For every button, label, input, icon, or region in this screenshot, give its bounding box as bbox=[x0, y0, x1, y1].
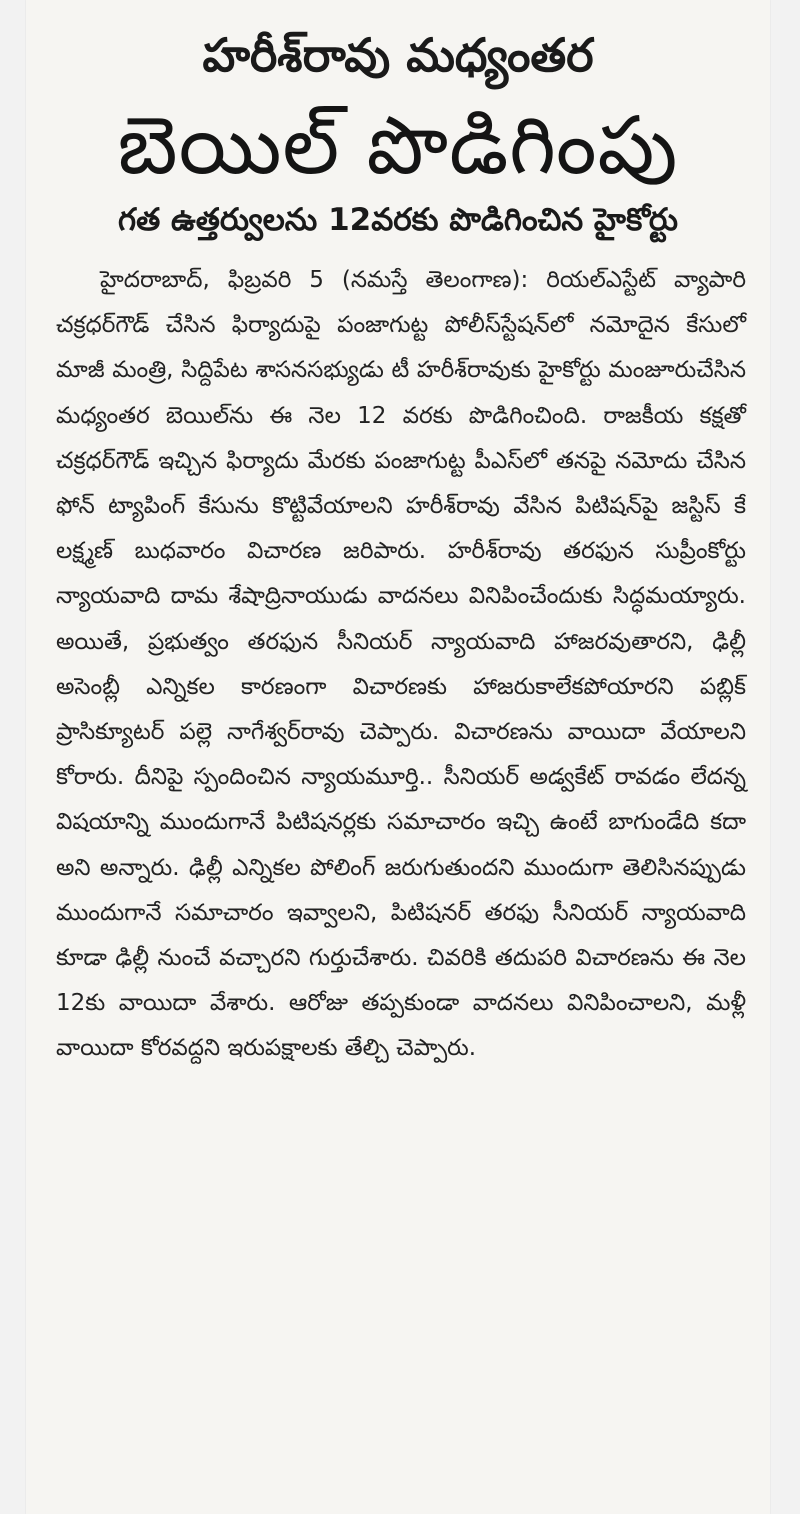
article-body: హైదరాబాద్, ఫిబ్రవరి 5 (నమస్తే తెలంగాణ): రియల్‌ఎస్టేట్ వ్యాపారి చక్రధర్‌గౌడ్ చేసిన ఫిర్యాదుపై పంజాగుట్ట పోలీస్‌స్టేషన్‌లో నమోదైన కేసులో మాజీ మంత్రి, సిద్దిపేట శాసనసభ్యుడు టీ హరీశ్‌రావుకు హైకోర్టు మంజూరుచేసిన మధ్యంతర బెయిల్‌ను ఈ నెల 12 వరకు పొడిగించింది. రాజకీయ కక్షతో చక్రధర్‌గౌడ్ ఇచ్చిన ఫిర్యాదు మేరకు పంజాగుట్ట పీఎస్‌లో తనపై నమోదు చేసిన ఫోన్ ట్యాపింగ్ కేసును కొట్టివేయాలని హరీశ్‌రావు వేసిన పిటిషన్‌పై జస్టిస్ కే లక్ష్మణ్ బుధవారం విచారణ జరిపారు. హరీశ్‌రావు తరఫున సుప్రీంకోర్టు న్యాయవాది దామ శేషాద్రినాయుడు వాదనలు వినిపించేందుకు సిద్ధమయ్యారు. అయితే, ప్రభుత్వం తరఫున సీనియర్ న్యాయవాది హాజరవుతారని, ఢిల్లీ అసెంబ్లీ ఎన్నికల కారణంగా విచారణకు హాజరుకాలేకపోయారని పబ్లిక్ ప్రాసిక్యూటర్ పల్లె నాగేశ్వర్‌రావు చెప్పారు. విచారణను వాయిదా వేయాలని కోరారు. దీనిపై స్పందించిన న్యాయమూర్తి.. సీనియర్ అడ్వకేట్ రావడం లేదన్న విషయాన్ని ముందుగానే పిటిషనర్లకు సమాచారం ఇచ్చి ఉంటే బాగుండేది కదా అని అన్నారు. ఢిల్లీ ఎన్నికల పోలింగ్ జరుగుతుందని ముందుగా తెలిసినప్పుడు ముందుగానే సమాచారం ఇవ్వాలని, పిటిషనర్ తరఫు సీనియర్ న్యాయవాది కూడా ఢిల్లీ నుంచే వచ్చారని గుర్తుచేశారు. చివరికి తదుపరి విచారణను ఈ నెల 12కు వాయిదా వేశారు. ఆరోజు తప్పకుండా వాదనలు వినిపించాలని, మళ్లీ వాయిదా కోరవద్దని ఇరుపక్షాలకు తేల్చి చెప్పారు. bbox=[56, 267, 746, 1062]
subheadline: గత ఉత్తర్వులను 12వరకు పొడిగించిన హైకోర్టు bbox=[118, 202, 678, 238]
news-clipping bbox=[26, 0, 770, 1514]
headline: బెయిల్ పొడిగింపు bbox=[117, 99, 679, 192]
headline-kicker: హరీశ్‌రావు మధ్యంతర bbox=[202, 28, 594, 82]
